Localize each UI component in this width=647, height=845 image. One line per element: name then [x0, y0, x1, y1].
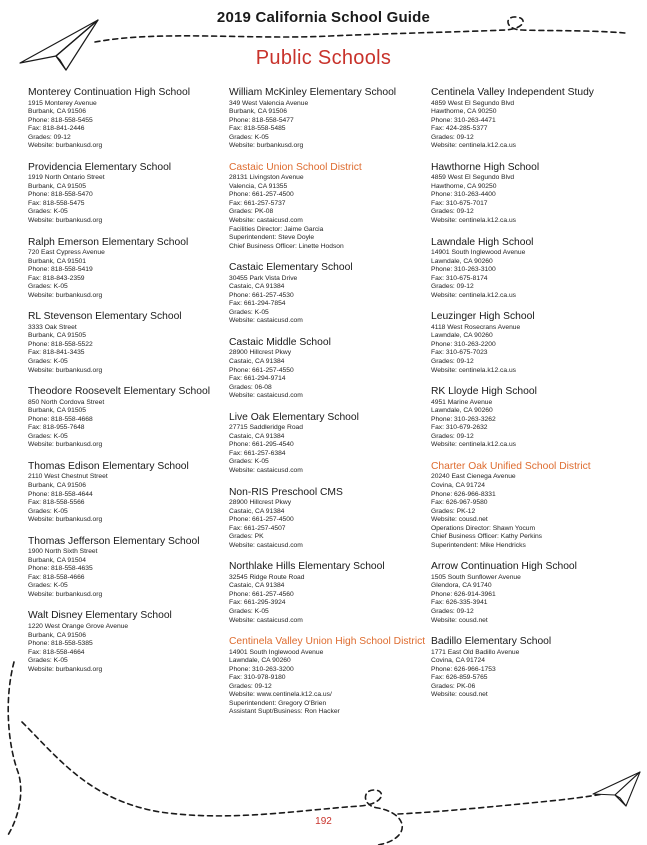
entry-detail-line: Website: cousd.net: [431, 691, 488, 699]
entry-detail-line: Fax: 310-978-9180: [229, 674, 286, 682]
entry-detail-line: 30455 Park Vista Drive: [229, 274, 298, 282]
entry-detail-line: Grades: 09-12: [431, 432, 474, 440]
school-name: RK Lloyde High School: [431, 386, 537, 398]
entry-detail-line: Grades: 09-12: [431, 133, 474, 141]
entry-detail-line: Phone: 661-257-4500: [229, 516, 294, 524]
entry-detail-line: Phone: 818-558-5419: [28, 266, 93, 274]
entry-detail-line: Fax: 818-841-3435: [28, 349, 85, 357]
entry-detail-line: Grades: K-05: [28, 657, 68, 665]
entry-detail-line: Phone: 818-558-5522: [28, 340, 93, 348]
entry-detail-line: Phone: 818-558-4635: [28, 565, 93, 573]
school-name: Badillo Elementary School: [431, 636, 552, 648]
entry-detail-line: Website: www.centinela.k12.ca.us/: [229, 691, 332, 699]
school-column-1: [28, 87, 223, 685]
section-title: Public Schools: [255, 47, 392, 69]
entry-detail-line: Burbank, CA 91505: [28, 182, 86, 190]
entry-detail-line: Chief Business Officer: Kathy Perkins: [431, 533, 543, 541]
school-entry: [431, 636, 636, 700]
district-entry: [229, 636, 427, 717]
entry-detail-line: Website: castaicusd.com: [229, 317, 303, 325]
entry-detail-line: Superintendent: Steve Doyle: [229, 234, 315, 242]
entry-detail-line: Fax: 661-257-6384: [229, 449, 286, 457]
entry-detail-line: 4859 West El Segundo Blvd: [431, 174, 515, 182]
school-name: Northlake Hills Elementary School: [229, 561, 385, 573]
entry-detail-line: Lawndale, CA 90260: [431, 257, 493, 265]
school-name: Castaic Elementary School: [229, 262, 353, 274]
entry-detail-line: Grades: K-05: [28, 208, 68, 216]
school-name: Monterey Continuation High School: [28, 87, 190, 98]
district-entry: [229, 162, 427, 251]
entry-detail-line: Phone: 661-295-4540: [229, 441, 294, 449]
school-entry: [28, 87, 223, 151]
school-name: Theodore Roosevelt Elementary School: [28, 386, 211, 398]
entry-detail-line: Website: burbankusd.org: [28, 665, 103, 673]
school-entry: [28, 536, 223, 600]
entry-detail-line: 1900 North Sixth Street: [28, 548, 98, 556]
entry-detail-line: Grades: 09-12: [229, 682, 272, 690]
entry-detail-line: Website: cousd.net: [431, 516, 488, 524]
entry-detail-line: 14901 South Inglewood Avenue: [229, 648, 324, 656]
entry-detail-line: Burbank, CA 91504: [28, 556, 86, 564]
school-name: Castaic Middle School: [229, 336, 331, 348]
entry-detail-line: Grades: 06-08: [229, 383, 272, 391]
entry-detail-line: Grades: K-05: [28, 358, 68, 366]
entry-detail-line: Lawndale, CA 90260: [431, 407, 493, 415]
entry-detail-line: Castaic, CA 91384: [229, 582, 285, 590]
entry-detail-line: 720 East Cypress Avenue: [28, 249, 105, 257]
school-entry: [28, 162, 223, 226]
entry-detail-line: Website: castaicusd.com: [229, 541, 303, 549]
entry-detail-line: Phone: 310-263-2200: [431, 340, 496, 348]
entry-detail-line: Website: castaicusd.com: [229, 392, 303, 400]
entry-detail-line: 1505 South Sunflower Avenue: [431, 573, 521, 581]
entry-detail-line: 20240 East Cienega Avenue: [431, 473, 516, 481]
entry-detail-line: 28900 Hillcrest Pkwy: [229, 499, 292, 507]
entry-detail-line: Website: centinela.k12.ca.us: [431, 441, 517, 449]
entry-detail-line: 14901 South Inglewood Avenue: [431, 249, 526, 257]
entry-detail-line: Fax: 818-558-5485: [229, 125, 286, 133]
school-entry: [229, 337, 427, 401]
flight-path-bottom-right: [398, 792, 612, 814]
entry-detail-line: Grades: 09-12: [431, 283, 474, 291]
entry-detail-line: 4118 West Rosecrans Avenue: [431, 323, 521, 331]
school-entry: [229, 487, 427, 551]
entry-detail-line: Phone: 310-263-4471: [431, 116, 496, 124]
school-entry: [431, 561, 636, 625]
school-entry: [28, 461, 223, 525]
entry-detail-line: Phone: 661-257-4550: [229, 366, 294, 374]
school-entry: [431, 386, 636, 450]
entry-detail-line: Website: burbankusd.org: [28, 142, 103, 150]
entry-detail-line: Fax: 626-859-5765: [431, 674, 488, 682]
entry-detail-line: Phone: 661-257-4530: [229, 291, 294, 299]
entry-detail-line: Covina, CA 91724: [431, 481, 485, 489]
paper-plane-icon-bottom-right: [593, 772, 640, 806]
entry-detail-line: Website: burbankusd.org: [28, 441, 103, 449]
entry-detail-line: Glendora, CA 91740: [431, 582, 492, 590]
entry-detail-line: Website: castaicusd.com: [229, 616, 303, 624]
school-entry: [28, 610, 223, 674]
entry-detail-line: 28900 Hillcrest Pkwy: [229, 349, 292, 357]
district-entry: [431, 461, 636, 550]
school-entry: [229, 87, 427, 151]
school-name: Ralph Emerson Elementary School: [28, 236, 189, 248]
entry-detail-line: Website: centinela.k12.ca.us: [431, 366, 517, 374]
entry-detail-line: Phone: 626-914-3961: [431, 590, 496, 598]
entry-detail-line: Phone: 310-263-3200: [229, 665, 294, 673]
entry-detail-line: Phone: 310-263-3100: [431, 266, 496, 274]
entry-detail-line: Fax: 661-257-4507: [229, 524, 286, 532]
entry-detail-line: Phone: 818-558-4644: [28, 490, 93, 498]
entry-detail-line: 32545 Ridge Route Road: [229, 573, 305, 581]
entry-detail-line: Castaic, CA 91384: [229, 507, 285, 515]
entry-detail-line: 2110 West Chestnut Street: [28, 473, 108, 481]
entry-detail-line: 349 West Valencia Avenue: [229, 99, 309, 107]
entry-detail-line: Burbank, CA 91505: [28, 407, 86, 415]
district-name: Centinela Valley Union High School District: [229, 636, 426, 648]
page-header: 2019 California School Guide: [216, 9, 431, 26]
entry-detail-line: Grades: 09-12: [28, 133, 71, 141]
entry-detail-line: Grades: K-05: [229, 608, 269, 616]
school-name: Thomas Edison Elementary School: [28, 460, 189, 472]
entry-detail-line: Website: cousd.net: [431, 616, 488, 624]
entry-detail-line: 1919 North Ontario Street: [28, 174, 105, 182]
entry-detail-line: Burbank, CA 91505: [28, 332, 86, 340]
entry-detail-line: Hawthorne, CA 90250: [431, 182, 497, 190]
entry-detail-line: Grades: K-05: [229, 458, 269, 466]
entry-detail-line: Phone: 661-257-4500: [229, 191, 294, 199]
entry-detail-line: 1771 East Old Badillo Avenue: [431, 648, 520, 656]
school-name: Leuzinger High School: [431, 311, 535, 323]
entry-detail-line: Website: burbankusd.org: [28, 366, 103, 374]
entry-detail-line: Grades: K-05: [229, 133, 269, 141]
school-entry: [28, 386, 223, 450]
entry-detail-line: Website: centinela.k12.ca.us: [431, 291, 517, 299]
school-entry: [28, 237, 223, 301]
entry-detail-line: Superintendent: Gregory O'Brien: [229, 699, 327, 707]
school-name: Thomas Jefferson Elementary School: [28, 535, 200, 547]
entry-detail-line: Grades: K-05: [28, 432, 68, 440]
entry-detail-line: Website: burbankusd.org: [28, 291, 103, 299]
entry-detail-line: Grades: K-05: [28, 582, 68, 590]
entry-detail-line: Phone: 818-558-5477: [229, 116, 294, 124]
entry-detail-line: Valencia, CA 91355: [229, 182, 288, 190]
entry-detail-line: Castaic, CA 91384: [229, 283, 285, 291]
district-name: Charter Oak Unified School District: [431, 460, 591, 472]
entry-detail-line: Fax: 661-294-7854: [229, 300, 286, 308]
school-name: Lawndale High School: [431, 236, 534, 248]
entry-detail-line: Grades: 09-12: [431, 358, 474, 366]
entry-detail-line: Fax: 818-558-5475: [28, 199, 85, 207]
entry-detail-line: 27715 Saddleridge Road: [229, 424, 303, 432]
entry-detail-line: Fax: 818-955-7648: [28, 424, 85, 432]
entry-detail-line: Grades: K-05: [28, 507, 68, 515]
entry-detail-line: Fax: 661-257-5737: [229, 199, 286, 207]
school-entry: [431, 237, 636, 301]
school-column-3: [431, 87, 636, 711]
entry-detail-line: Chief Business Officer: Linette Hodson: [229, 242, 344, 250]
entry-detail-line: Lawndale, CA 90260: [431, 332, 493, 340]
entry-detail-line: Phone: 818-558-5385: [28, 640, 93, 648]
school-entry: [229, 412, 427, 476]
entry-detail-line: 850 North Cordova Street: [28, 398, 105, 406]
entry-detail-line: Website: burbankusd.org: [28, 217, 103, 225]
entry-detail-line: Grades: 09-12: [431, 608, 474, 616]
entry-detail-line: Covina, CA 91724: [431, 657, 485, 665]
entry-detail-line: Grades: K-05: [28, 283, 68, 291]
entry-detail-line: Grades: PK-08: [229, 208, 274, 216]
entry-detail-line: 1915 Monterey Avenue: [28, 99, 97, 107]
entry-detail-line: Phone: 818-558-5470: [28, 191, 93, 199]
entry-detail-line: Castaic, CA 91384: [229, 358, 285, 366]
entry-detail-line: Website: centinela.k12.ca.us: [431, 217, 517, 225]
entry-detail-line: Fax: 818-558-4666: [28, 573, 85, 581]
entry-detail-line: Grades: 09-12: [431, 208, 474, 216]
entry-detail-line: Phone: 818-558-5455: [28, 116, 93, 124]
school-name: Live Oak Elementary School: [229, 411, 359, 423]
entry-detail-line: Phone: 310-263-4400: [431, 191, 496, 199]
entry-detail-line: Burbank, CA 91501: [28, 257, 86, 265]
entry-detail-line: Facilities Director: Jaime Garcia: [229, 225, 324, 233]
school-entry: [431, 311, 636, 375]
entry-detail-line: Fax: 310-679-2632: [431, 424, 488, 432]
entry-detail-line: Website: centinela.k12.ca.us: [431, 142, 517, 150]
school-entry: [28, 311, 223, 375]
entry-detail-line: 4859 West El Segundo Blvd: [431, 99, 515, 107]
entry-detail-line: Operations Director: Shawn Yocum: [431, 524, 536, 532]
entry-detail-line: Fax: 818-558-4664: [28, 648, 85, 656]
entry-detail-line: Fax: 310-675-7023: [431, 349, 488, 357]
entry-detail-line: Fax: 818-843-2359: [28, 274, 85, 282]
entry-detail-line: Superintendent: Mike Hendricks: [431, 541, 526, 549]
entry-detail-line: Fax: 818-841-2446: [28, 125, 85, 133]
entry-detail-line: Phone: 818-558-4668: [28, 415, 93, 423]
school-column-2: [229, 87, 427, 728]
entry-detail-line: 28131 Livingston Avenue: [229, 174, 304, 182]
school-name: Walt Disney Elementary School: [28, 610, 172, 622]
entry-detail-line: Castaic, CA 91384: [229, 432, 285, 440]
school-name: RL Stevenson Elementary School: [28, 311, 182, 323]
page-number: 192: [315, 816, 332, 827]
school-entry: [431, 162, 636, 226]
school-entry: [229, 262, 427, 326]
entry-detail-line: 3333 Oak Street: [28, 323, 77, 331]
entry-detail-line: Hawthorne, CA 90250: [431, 108, 497, 116]
entry-detail-line: Grades: PK-12: [431, 507, 476, 515]
entry-detail-line: Phone: 626-966-1753: [431, 665, 496, 673]
entry-detail-line: Burbank, CA 91506: [28, 481, 86, 489]
entry-detail-line: Fax: 661-295-3924: [229, 599, 286, 607]
flight-path-left: [8, 662, 21, 835]
entry-detail-line: Fax: 424-285-5377: [431, 125, 488, 133]
entry-detail-line: Burbank, CA 91506: [28, 108, 86, 116]
entry-detail-line: Phone: 310-263-3262: [431, 415, 496, 423]
school-entry: [431, 87, 636, 151]
entry-detail-line: Grades: K-05: [229, 308, 269, 316]
entry-detail-line: Fax: 310-675-7017: [431, 199, 488, 207]
school-entry: [229, 561, 427, 625]
entry-detail-line: Fax: 626-967-9580: [431, 499, 488, 507]
entry-detail-line: Fax: 818-558-5566: [28, 499, 85, 507]
school-name: Providencia Elementary School: [28, 161, 172, 173]
entry-detail-line: Website: burbankusd.org: [28, 516, 103, 524]
entry-detail-line: Burbank, CA 91506: [28, 631, 86, 639]
entry-detail-line: Grades: PK-06: [431, 682, 476, 690]
school-name: Arrow Continuation High School: [431, 561, 577, 573]
entry-detail-line: 1220 West Orange Grove Avenue: [28, 622, 129, 630]
entry-detail-line: 4951 Marine Avenue: [431, 398, 493, 406]
school-name: William McKinley Elementary School: [229, 87, 397, 98]
entry-detail-line: Assistant Supt/Business: Ron Hacker: [229, 708, 340, 716]
entry-detail-line: Burbank, CA 91506: [229, 108, 287, 116]
entry-detail-line: Website: castaicusd.com: [229, 467, 303, 474]
district-name: Castaic Union School District: [229, 161, 362, 173]
entry-detail-line: Phone: 661-257-4560: [229, 590, 294, 598]
entry-detail-line: Phone: 626-966-8331: [431, 490, 496, 498]
school-name: Hawthorne High School: [431, 161, 540, 173]
entry-detail-line: Website: burbankusd.org: [229, 142, 304, 150]
entry-detail-line: Fax: 661-294-9714: [229, 375, 286, 383]
entry-detail-line: Fax: 626-335-3941: [431, 599, 488, 607]
school-name: Centinela Valley Independent Study: [431, 87, 594, 98]
entry-detail-line: Fax: 310-675-8174: [431, 274, 488, 282]
entry-detail-line: Website: burbankusd.org: [28, 590, 103, 598]
entry-detail-line: Website: castaicusd.com: [229, 217, 303, 225]
entry-detail-line: Lawndale, CA 90260: [229, 657, 291, 665]
entry-detail-line: Grades: PK: [229, 533, 264, 541]
school-name: Non-RIS Preschool CMS: [229, 486, 343, 498]
